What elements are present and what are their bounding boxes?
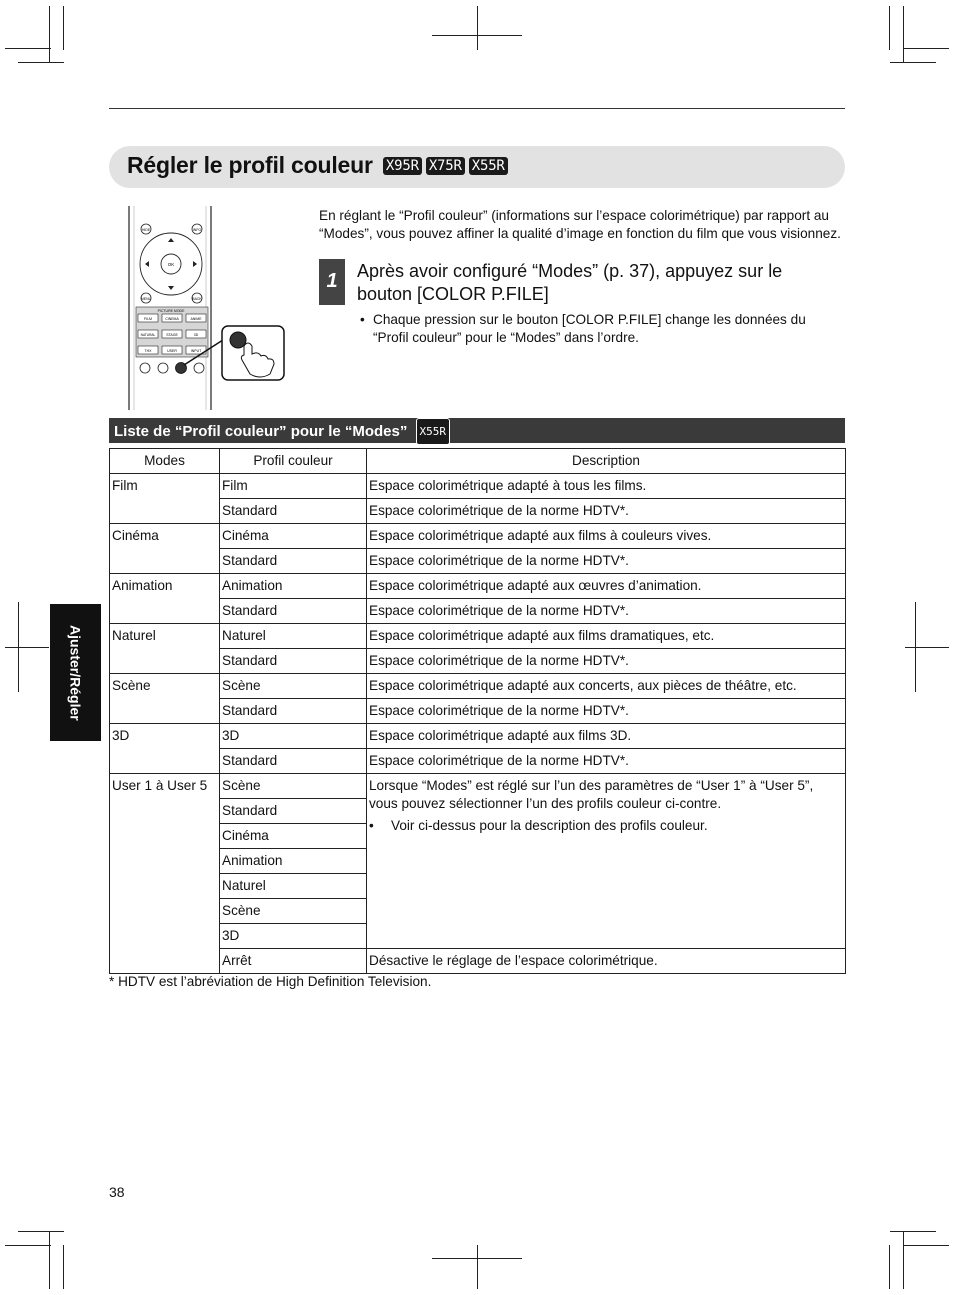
- user-description: Lorsque “Modes” est réglé sur l’un des paramètres de “User 1” à “User 5”, vous pouvez sélectionner l’un des profils couleur ci-contre.: [369, 778, 814, 811]
- col-header: Profil couleur: [220, 449, 367, 474]
- info-label: INFO: [192, 228, 202, 232]
- 3d-label: 3D: [193, 333, 199, 337]
- bullet-dot: •: [360, 312, 365, 327]
- side-tab-label: Ajuster/Régler: [67, 624, 84, 721]
- step-bullet-text: Chaque pression sur le bouton [COLOR P.FILE] change les données du “Profil couleur” pour le “Modes” dans l’ordre.: [373, 312, 806, 345]
- model-badge: X95R: [383, 157, 422, 175]
- profile-cell: 3D: [220, 724, 367, 749]
- table-row: [110, 949, 846, 974]
- table-header-row: [110, 449, 846, 474]
- profile-cell: Cinéma: [220, 524, 367, 549]
- user-bullet-text: Voir ci-dessus pour la description des profils couleur.: [391, 818, 708, 833]
- user-label: USER: [167, 349, 177, 353]
- profile-cell: 3D: [220, 924, 367, 949]
- picture-mode-label: PICTURE MODE: [157, 309, 185, 313]
- table-row: [110, 524, 846, 549]
- description-cell: Espace colorimétrique de la norme HDTV*.: [367, 499, 846, 524]
- description-cell: Espace colorimétrique de la norme HDTV*.: [367, 649, 846, 674]
- step-number: 1: [319, 259, 345, 305]
- mode-cell: Naturel: [110, 624, 220, 674]
- table-row: [110, 774, 846, 799]
- profile-cell: Animation: [220, 849, 367, 874]
- profile-cell: Standard: [220, 799, 367, 824]
- ok-label: OK: [167, 262, 175, 267]
- table-row: [110, 499, 846, 524]
- profile-cell: Film: [220, 474, 367, 499]
- section-header: [109, 418, 845, 443]
- description-cell: Espace colorimétrique de la norme HDTV*.: [367, 699, 846, 724]
- description-cell: Espace colorimétrique de la norme HDTV*.: [367, 549, 846, 574]
- section-title: Liste de “Profil couleur” pour le “Modes”: [114, 423, 408, 440]
- remote-illustration: [126, 206, 286, 410]
- menu-label: MENU: [140, 297, 152, 301]
- description-cell: Espace colorimétrique de la norme HDTV*.: [367, 599, 846, 624]
- mode-cell: User 1 à User 5: [110, 774, 220, 974]
- anime-label: ANIME: [190, 317, 202, 321]
- table-row: [110, 724, 846, 749]
- stage-label: STAGE: [166, 333, 178, 337]
- intro-paragraph: En réglant le “Profil couleur” (informations sur l’espace colorimétrique) par rapport au “Modes”, vous pouvez affiner la qualité d’image en fonction du film que vous visionnez.: [319, 208, 841, 241]
- table-row: [110, 624, 846, 649]
- model-badge: X55R: [469, 157, 508, 175]
- table-row: [110, 574, 846, 599]
- user-bullet: [369, 817, 843, 835]
- table-row: [110, 749, 846, 774]
- profile-cell: Scène: [220, 674, 367, 699]
- natural-label: NATURAL: [140, 333, 156, 337]
- table-row: [110, 474, 846, 499]
- bullet-dot: •: [369, 818, 374, 833]
- model-badge: X75R: [426, 157, 465, 175]
- profile-cell: Scène: [220, 774, 367, 799]
- hide-label: HIDE: [141, 228, 151, 232]
- page-title: [127, 152, 508, 179]
- description-cell: Espace colorimétrique adapté aux films 3D.: [367, 724, 846, 749]
- mode-cell: Animation: [110, 574, 220, 624]
- profile-cell: Standard: [220, 699, 367, 724]
- color-profile-table: [109, 448, 846, 974]
- step-text: Après avoir configuré “Modes” (p. 37), appuyez sur le bouton [COLOR P.FILE]: [357, 261, 783, 304]
- description-cell: Espace colorimétrique adapté à tous les films.: [367, 474, 846, 499]
- mode-cell: 3D: [110, 724, 220, 774]
- col-header: Modes: [110, 449, 220, 474]
- back-label: BACK: [192, 297, 202, 301]
- mode-cell: Cinéma: [110, 524, 220, 574]
- title-text: Régler le profil couleur: [127, 152, 373, 178]
- film-label: FILM: [144, 317, 152, 321]
- table-row: [110, 649, 846, 674]
- profile-cell: Scène: [220, 899, 367, 924]
- page-number: 38: [109, 1184, 125, 1200]
- mode-cell: Scène: [110, 674, 220, 724]
- description-cell: Espace colorimétrique de la norme HDTV*.: [367, 749, 846, 774]
- description-cell: Espace colorimétrique adapté aux œuvres d’animation.: [367, 574, 846, 599]
- profile-cell: Standard: [220, 499, 367, 524]
- input-label: INPUT: [190, 349, 202, 353]
- mode-cell: Film: [110, 474, 220, 524]
- profile-cell: Animation: [220, 574, 367, 599]
- cinema-label: CINEMA: [165, 317, 179, 321]
- description-cell: Espace colorimétrique adapté aux films dramatiques, etc.: [367, 624, 846, 649]
- table-row: [110, 549, 846, 574]
- table-row: [110, 599, 846, 624]
- table-row: [110, 699, 846, 724]
- header-rule: [109, 108, 845, 109]
- model-badge: X55R: [416, 418, 451, 445]
- profile-cell: Naturel: [220, 874, 367, 899]
- profile-cell: Standard: [220, 649, 367, 674]
- profile-cell: Standard: [220, 599, 367, 624]
- description-cell: Espace colorimétrique adapté aux films à couleurs vives.: [367, 524, 846, 549]
- profile-cell: Naturel: [220, 624, 367, 649]
- profile-cell: Standard: [220, 549, 367, 574]
- description-cell: [367, 774, 846, 949]
- profile-cell: Cinéma: [220, 824, 367, 849]
- profile-cell: Standard: [220, 749, 367, 774]
- table-row: [110, 674, 846, 699]
- description-cell: Désactive le réglage de l’espace colorimétrique.: [367, 949, 846, 974]
- profile-cell: Arrêt: [220, 949, 367, 974]
- col-header: Description: [367, 449, 846, 474]
- thx-label: THX: [144, 349, 152, 353]
- step-bullet: [360, 311, 840, 347]
- description-cell: Espace colorimétrique adapté aux concerts, aux pièces de théâtre, etc.: [367, 674, 846, 699]
- footnote: * HDTV est l’abréviation de High Definition Television.: [109, 974, 432, 989]
